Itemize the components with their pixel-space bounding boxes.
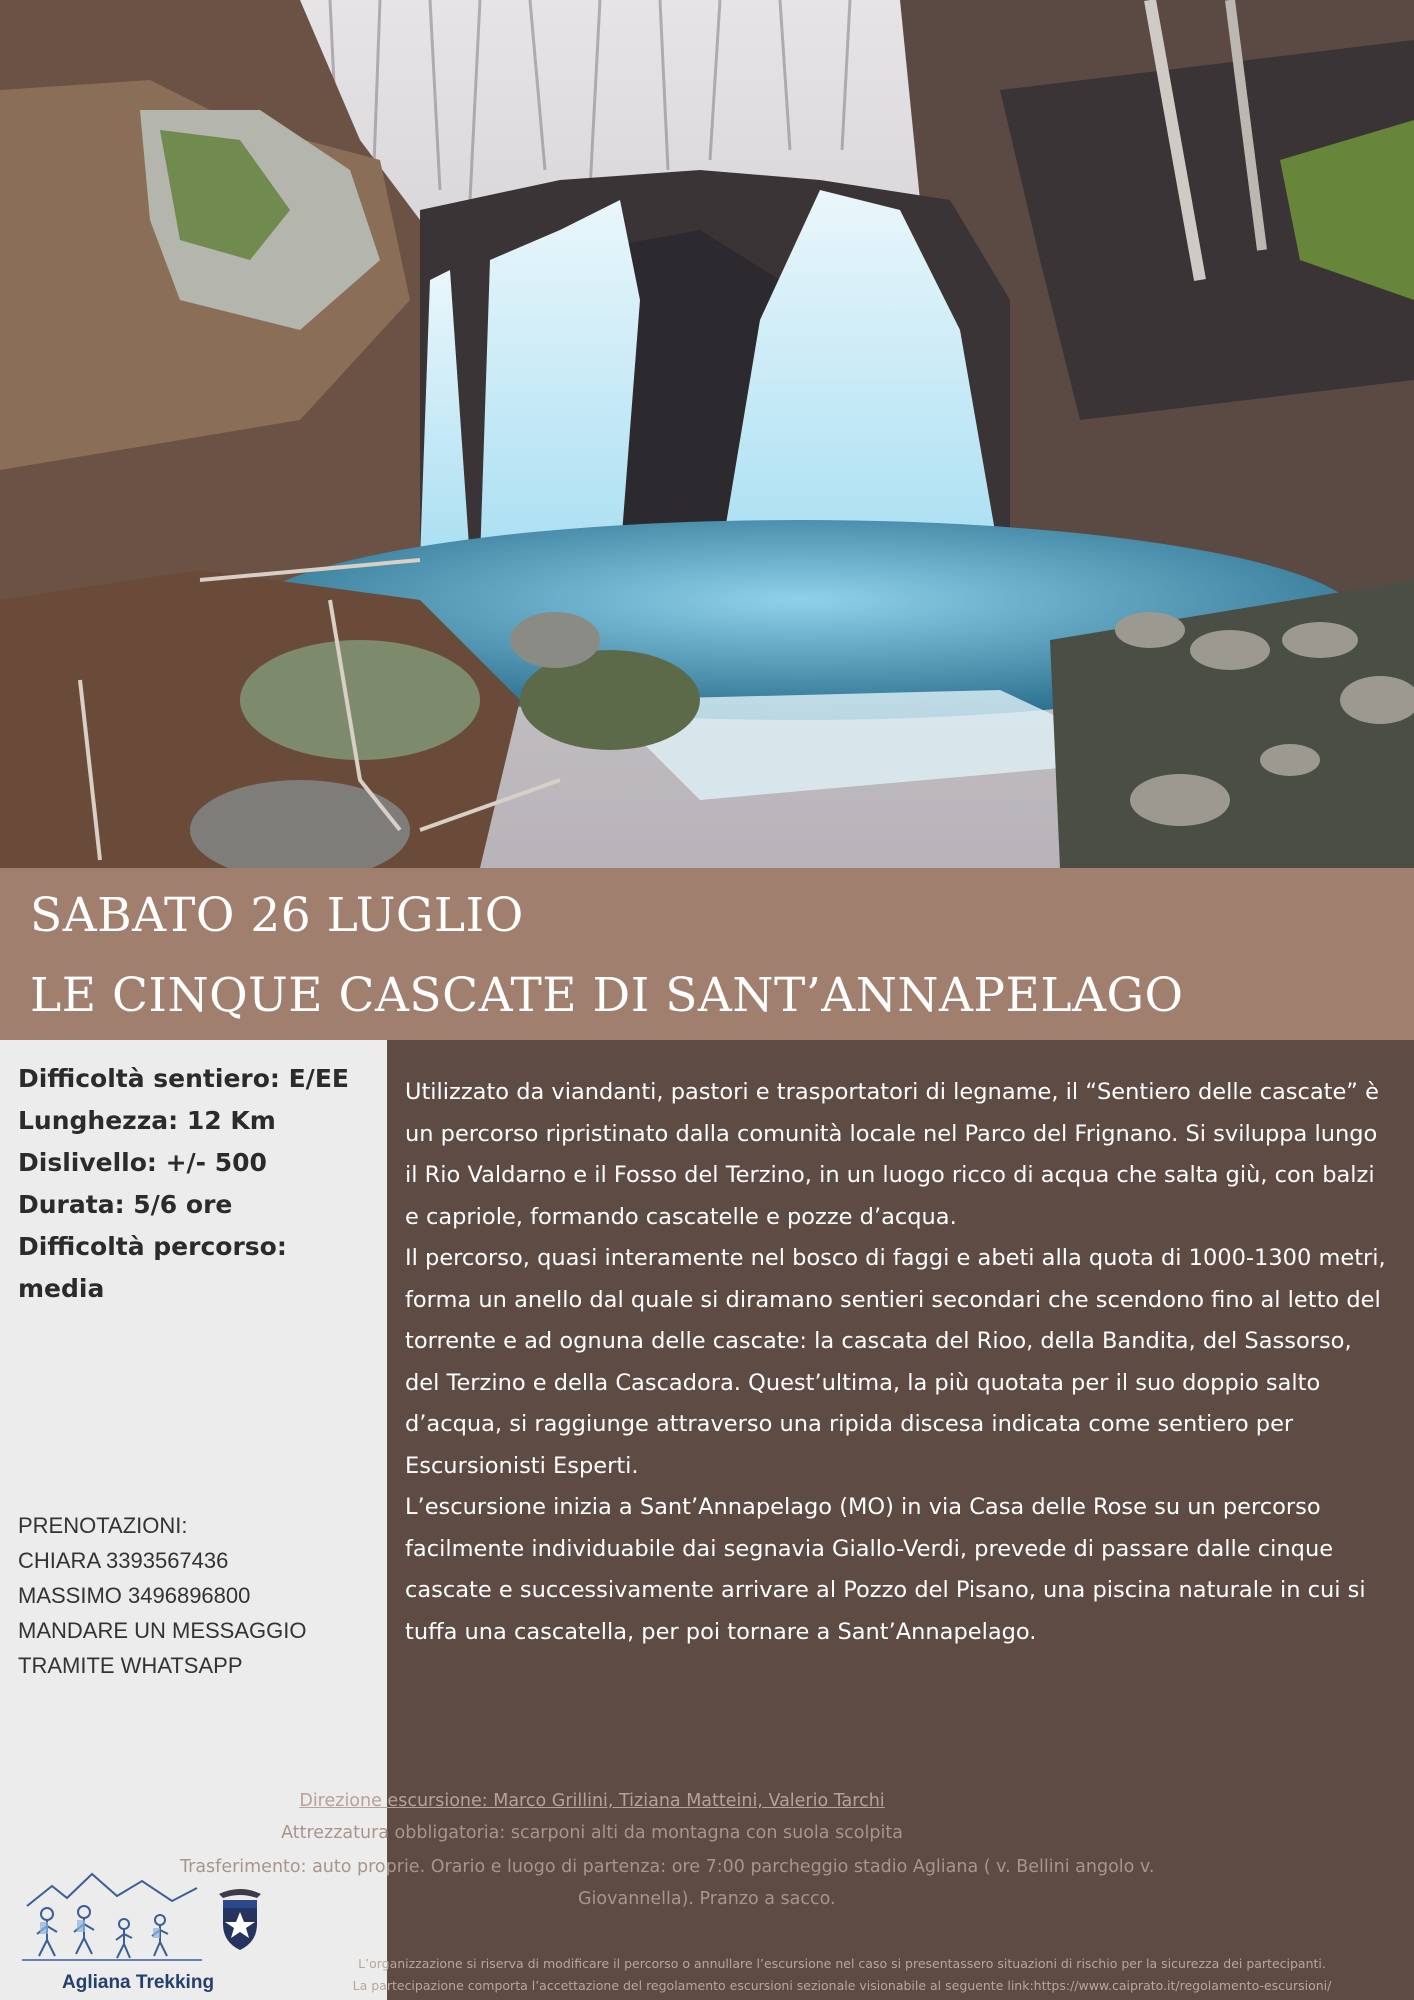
- hike-direction: Direzione escursione: Marco Grillini, Tiziana Matteini, Valerio Tarchi: [299, 1791, 885, 1811]
- required-equipment: Attrezzatura obbligatoria: scarponi alti da montagna con suola scolpita: [281, 1823, 903, 1843]
- disclaimer-line: L’organizzazione si riserva di modificare il percorso o annullare l’escursione nel caso si presentassero situazioni di rischio per la sicurezza dei partecipanti.: [358, 1956, 1326, 1971]
- description-paragraph: Utilizzato da viandanti, pastori e trasportatori di legname, il “Sentiero delle cascate” è un percorso ripristinato dalla comunità locale nel Parco del Frignano. Si sviluppa lungo il Rio Valdarno e il Fosso del Terzino, in un luogo ricco di acqua che salta giù, con balzi e capriole, formando cascatelle e pozze d’acqua.: [405, 1079, 1379, 1230]
- booking-instruction-2: TRAMITE WHATSAPP: [18, 1653, 243, 1678]
- route-difficulty-value: media: [18, 1274, 105, 1303]
- description-paragraph: L’escursione inizia a Sant’Annapelago (MO) in via Casa delle Rose su un percorso facilmente individuabile dai segnavia Giallo-Verdi, prevede di passare dalle cinque cascate e successivamente arrivare al Pozzo del Pisano, una piscina naturale in cui si tuffa una cascatella, per poi tornare a Sant’Annapelago.: [405, 1494, 1366, 1645]
- transfer-info-continued: Giovannella). Pranzo a sacco.: [578, 1889, 836, 1909]
- trail-difficulty: Difficoltà sentiero: E/EE: [18, 1064, 349, 1093]
- regulation-link[interactable]: La partecipazione comporta l’accettazione del regolamento escursioni sezionale visionabile al seguente link:https://www.caiprato.it/regolamento-escursioni/: [352, 1978, 1332, 1993]
- trail-details: [18, 1058, 378, 1310]
- booking-instruction-1: MANDARE UN MESSAGGIO: [18, 1618, 307, 1643]
- trail-length: Lunghezza: 12 Km: [18, 1106, 276, 1135]
- booking-contact-massimo: MASSIMO 3496896800: [18, 1583, 251, 1608]
- event-name-title: LE CINQUE CASCATE DI SANT’ANNAPELAGO: [30, 968, 1184, 1023]
- waterfall-photo: [0, 0, 1414, 868]
- cai-emblem-icon: [217, 1886, 263, 1952]
- trail-elevation: Dislivello: +/- 500: [18, 1148, 267, 1177]
- booking-contact-chiara: CHIARA 3393567436: [18, 1548, 229, 1573]
- hike-description: [405, 1072, 1390, 1653]
- bookings-heading: PRENOTAZIONI:: [18, 1513, 188, 1538]
- transfer-info: Trasferimento: auto proprie. Orario e luogo di partenza: ore 7:00 parcheggio stadio Agliana ( v. Bellini angolo v.: [180, 1857, 1155, 1877]
- trail-duration: Durata: 5/6 ore: [18, 1190, 233, 1219]
- org-name: Agliana Trekking: [62, 1972, 215, 1993]
- description-paragraph: Il percorso, quasi interamente nel bosco di faggi e abeti alla quota di 1000-1300 metri, forma un anello dal quale si diramano sentieri secondari che scendono fino al letto del torrente e ad ognuna delle cascate: la cascata del Rioo, della Bandita, del Sassorso, del Terzino e della Cascadora. Quest’ultima, la più quotata per il suo doppio salto d’acqua, si raggiunge attraverso una ripida discesa indicata come sentiero per Escursionisti Esperti.: [405, 1245, 1386, 1479]
- hikers-drawing: [22, 1866, 202, 1966]
- bookings-block: [18, 1508, 378, 1683]
- hero-waterfall-photo: [0, 0, 1414, 868]
- route-difficulty-label: Difficoltà percorso:: [18, 1232, 287, 1261]
- event-date-title: SABATO 26 LUGLIO: [30, 888, 524, 943]
- agliana-trekking-logo: [22, 1866, 262, 1996]
